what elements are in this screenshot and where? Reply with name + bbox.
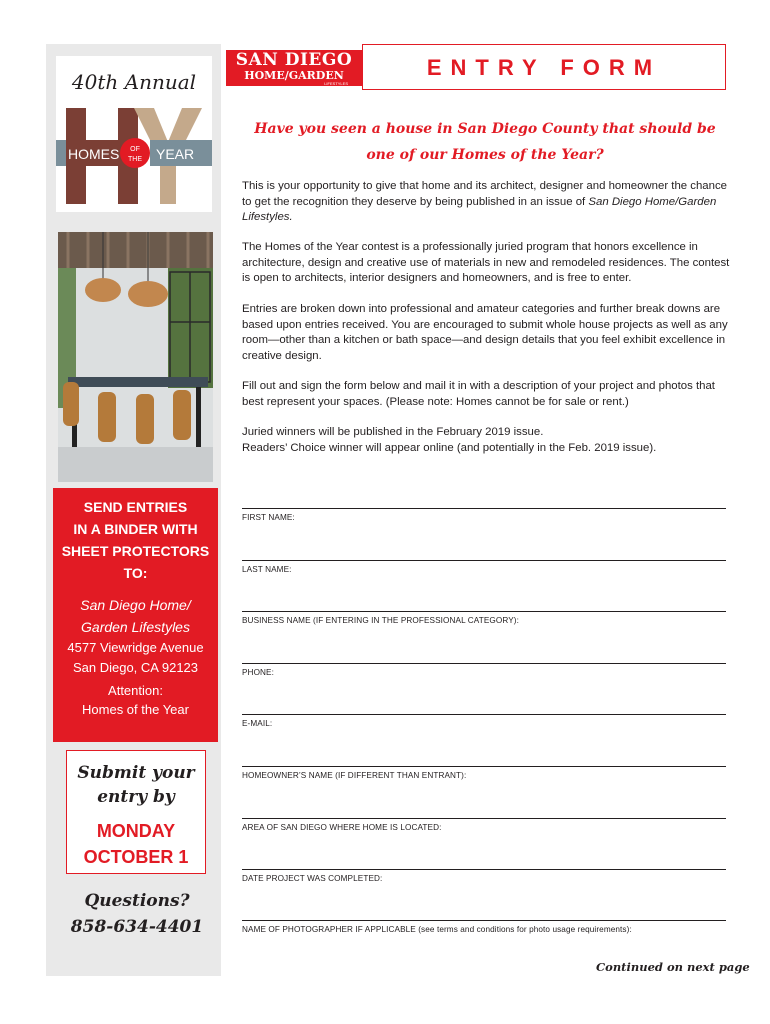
last-name-field[interactable]: LAST NAME:	[242, 560, 726, 574]
completion-date-field[interactable]: DATE PROJECT WAS COMPLETED:	[242, 869, 726, 883]
deadline-line: Submit your	[77, 763, 195, 783]
contest-paragraph: The Homes of the Year contest is a professionally juried program that honors excellence in architecture, design and creative use of materials in new and remodeled residences. The contest is open to architects, interior designers and homeowners, and is free to enter.	[242, 241, 730, 284]
questions-label: Questions?	[84, 891, 190, 911]
business-name-field[interactable]: BUSINESS NAME (IF ENTERING IN THE PROFESSIONAL CATEGORY):	[242, 611, 726, 625]
area-field[interactable]: AREA OF SAN DIEGO WHERE HOME IS LOCATED:	[242, 818, 726, 832]
logo-annual-text: 40th Annual	[71, 70, 197, 94]
city-address: San Diego, CA 92123	[72, 660, 199, 675]
headline	[242, 116, 728, 168]
questions-block	[58, 888, 216, 940]
headline-line-1: Have you seen a house in San Diego County that should be	[254, 121, 716, 137]
deadline-month-day: OCTOBER 1	[83, 847, 189, 867]
questions-phone: 858-634-4401	[70, 917, 204, 937]
homeowner-name-field[interactable]: HOMEOWNER’S NAME (IF DIFFERENT THAN ENTRANT):	[242, 766, 726, 780]
send-line: TO:	[123, 565, 148, 581]
email-field[interactable]: E-MAIL:	[242, 714, 726, 728]
hy-logo-graphic	[56, 56, 212, 212]
attention-name: Homes of the Year	[82, 702, 189, 717]
homes-of-the-year-logo	[56, 56, 212, 212]
send-line: IN A BINDER WITH	[73, 521, 198, 537]
attention-label: Attention:	[108, 683, 163, 698]
brand-line-3: LIFESTYLES	[324, 81, 348, 86]
deadline-day: MONDAY	[96, 821, 176, 841]
winners-paragraph	[242, 425, 730, 456]
dining-room-photo	[58, 232, 213, 482]
winners-line-2: Readers’ Choice winner will appear online (and potentially in the Feb. 2019 issue).	[242, 441, 657, 454]
send-line: SHEET PROTECTORS	[61, 543, 210, 559]
send-line: SEND ENTRIES	[83, 499, 188, 515]
san-diego-home-garden-logo	[226, 50, 362, 86]
brand-line-1: SAN DIEGO	[235, 50, 353, 70]
street-address: 4577 Viewridge Avenue	[67, 640, 204, 655]
deadline-date	[67, 818, 205, 870]
publication-line: Garden Lifestyles	[81, 619, 190, 635]
instructions-paragraph: Fill out and sign the form below and mail it in with a description of your project and photos that best represent your spaces. (Please note: Homes cannot be for sale or rent.)	[242, 380, 715, 408]
intro-publication: San Diego Home/Garden Lifestyles.	[242, 195, 717, 223]
deadline-text	[67, 761, 205, 809]
form-title: ENTRY FORM	[426, 55, 662, 80]
deadline-line: entry by	[97, 787, 175, 807]
logo-year-text: YEAR	[156, 146, 195, 162]
brand-line-2: HOME/GARDEN	[244, 69, 344, 82]
logo-of-text: OF	[130, 146, 140, 153]
photographer-name-field[interactable]: NAME OF PHOTOGRAPHER IF APPLICABLE (see terms and conditions for photo usage requirements):	[242, 920, 726, 934]
send-entries-panel	[53, 488, 218, 742]
phone-field[interactable]: PHONE:	[242, 663, 726, 677]
intro-text: This is your opportunity to give that home and its architect, designer and homeowner the chance to get the recognition they deserve by being published in an issue of	[242, 180, 728, 208]
intro-paragraph	[242, 179, 730, 226]
continued-note: Continued on next page	[596, 960, 750, 974]
mailing-publication	[53, 594, 218, 638]
publication-line: San Diego Home/	[80, 597, 191, 613]
logo-the-text: THE	[128, 156, 142, 163]
deadline-box	[66, 750, 206, 874]
logo-homes-text: HOMES	[68, 146, 120, 162]
categories-paragraph: Entries are broken down into professional and amateur categories and further break downs are based upon entries received. You are encouraged to submit whole house projects as well as any room—other than a kitchen or bath space—and design details that you feel exhibit excellence in creative design.	[242, 303, 728, 362]
entry-form-header	[362, 44, 726, 90]
headline-line-2: one of our Homes of the Year?	[366, 147, 604, 163]
winners-line-1: Juried winners will be published in the February 2019 issue.	[242, 426, 544, 438]
first-name-field[interactable]: FIRST NAME:	[242, 508, 726, 522]
send-instructions	[53, 496, 218, 584]
